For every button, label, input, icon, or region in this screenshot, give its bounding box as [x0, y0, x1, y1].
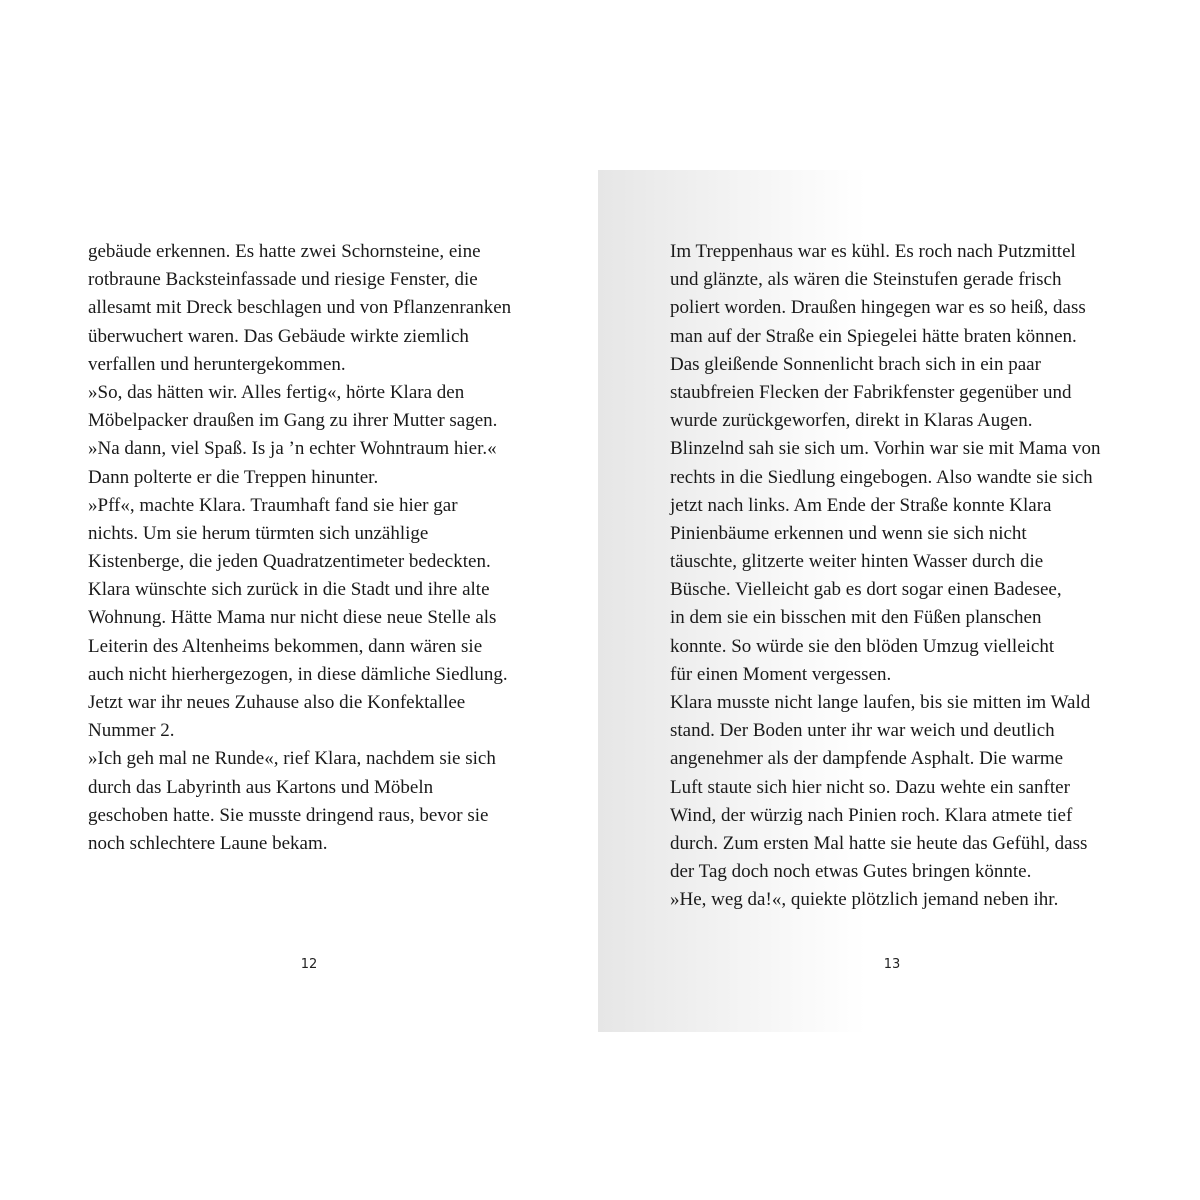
text-line: »Na dann, viel Spaß. Is ja ’n echter Wohntraum hier.«: [88, 438, 497, 460]
text-line: rotbraune Backsteinfassade und riesige Fenster, die: [88, 269, 478, 291]
text-line: Kistenberge, die jeden Quadratzentimeter bedeckten.: [88, 551, 491, 573]
text-line: überwuchert waren. Das Gebäude wirkte ziemlich: [88, 325, 469, 347]
text-line: »Ich geh mal ne Runde«, rief Klara, nachdem sie sich: [88, 748, 496, 770]
right-page-number: 13: [883, 957, 901, 972]
text-line: in dem sie ein bisschen mit den Füßen planschen: [670, 607, 1042, 629]
text-line: »He, weg da!«, quiekte plötzlich jemand neben ihr.: [670, 889, 1059, 911]
text-line: täuschte, glitzerte weiter hinten Wasser durch die: [670, 551, 1044, 573]
text-line: für einen Moment vergessen.: [670, 663, 892, 685]
text-line: konnte. So würde sie den blöden Umzug vielleicht: [670, 635, 1055, 657]
right-page-text: [670, 238, 1120, 915]
text-line: Möbelpacker draußen im Gang zu ihrer Mutter sagen.: [88, 410, 498, 432]
text-line: und glänzte, als wären die Steinstufen gerade frisch: [670, 269, 1062, 291]
text-line: auch nicht hierhergezogen, in diese dämliche Siedlung.: [88, 663, 508, 685]
text-line: Wohnung. Hätte Mama nur nicht diese neue Stelle als: [88, 607, 497, 629]
text-line: durch. Zum ersten Mal hatte sie heute das Gefühl, dass: [670, 832, 1088, 854]
text-line: wurde zurückgeworfen, direkt in Klaras Augen.: [670, 410, 1033, 432]
text-line: Nummer 2.: [88, 720, 175, 742]
text-line: Das gleißende Sonnenlicht brach sich in ein paar: [670, 353, 1041, 375]
text-line: noch schlechtere Laune bekam.: [88, 832, 328, 854]
text-line: Im Treppenhaus war es kühl. Es roch nach Putzmittel: [670, 241, 1076, 262]
text-line: »Pff«, machte Klara. Traumhaft fand sie hier gar: [88, 494, 458, 516]
text-line: angenehmer als der dampfende Asphalt. Die warme: [670, 748, 1064, 770]
text-line: Leiterin des Altenheims bekommen, dann wären sie: [88, 635, 483, 657]
text-line: gebäude erkennen. Es hatte zwei Schornsteine, eine: [88, 241, 481, 262]
text-line: Wind, der würzig nach Pinien roch. Klara atmete tief: [670, 804, 1073, 826]
text-line: nichts. Um sie herum türmten sich unzählige: [88, 522, 429, 544]
text-line: Dann polterte er die Treppen hinunter.: [88, 466, 379, 488]
left-page-number: 12: [300, 957, 318, 972]
text-line: geschoben hatte. Sie musste dringend raus, bevor sie: [88, 804, 489, 826]
text-line: durch das Labyrinth aus Kartons und Möbeln: [88, 776, 434, 798]
text-line: stand. Der Boden unter ihr war weich und deutlich: [670, 720, 1055, 742]
text-line: rechts in die Siedlung eingebogen. Also wandte sie sich: [670, 466, 1093, 488]
text-line: Klara wünschte sich zurück in die Stadt und ihre alte: [88, 579, 490, 601]
text-line: »So, das hätten wir. Alles fertig«, hörte Klara den: [88, 381, 465, 403]
text-line: Pinienbäume erkennen und wenn sie sich nicht: [670, 522, 1027, 544]
text-line: Jetzt war ihr neues Zuhause also die Konfektallee: [88, 692, 466, 713]
text-line: jetzt nach links. Am Ende der Straße konnte Klara: [670, 494, 1052, 516]
text-line: verfallen und heruntergekommen.: [88, 353, 346, 375]
left-page-text: [88, 238, 538, 858]
text-line: poliert worden. Draußen hingegen war es so heiß, dass: [670, 297, 1086, 319]
text-line: allesamt mit Dreck beschlagen und von Pflanzenranken: [88, 297, 512, 319]
text-line: staubfreien Flecken der Fabrikfenster gegenüber und: [670, 381, 1072, 403]
text-line: Blinzelnd sah sie sich um. Vorhin war sie mit Mama von: [670, 438, 1101, 460]
text-line: man auf der Straße ein Spiegelei hätte braten können.: [670, 325, 1077, 347]
text-line: Klara musste nicht lange laufen, bis sie mitten im Wald: [670, 692, 1091, 713]
text-line: Büsche. Vielleicht gab es dort sogar einen Badesee,: [670, 579, 1062, 601]
text-line: Luft staute sich hier nicht so. Dazu wehte ein sanfter: [670, 776, 1070, 798]
text-line: der Tag doch noch etwas Gutes bringen könnte.: [670, 861, 1032, 883]
